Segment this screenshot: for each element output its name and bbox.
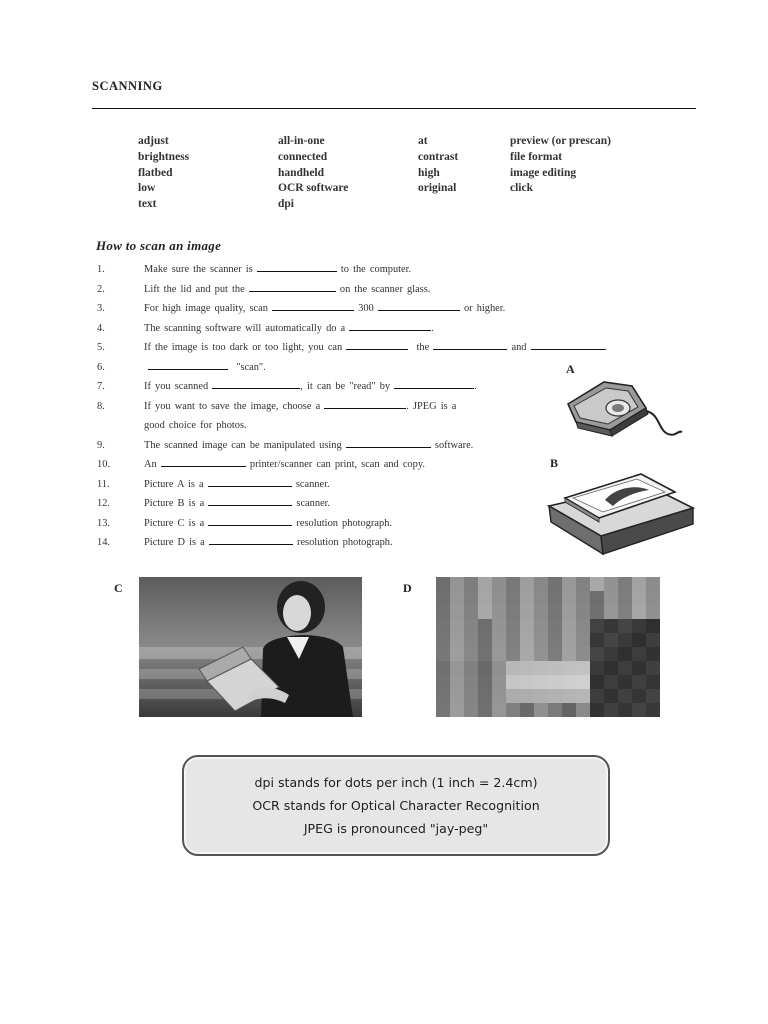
high-resolution-photo [139,577,362,717]
note-line: JPEG is pronounced "jay-peg" [303,820,489,836]
answer-blank[interactable] [346,438,431,448]
item-text: Picture D is a [144,537,209,548]
answer-blank[interactable] [249,282,336,292]
answer-blank[interactable] [148,360,228,370]
item-text: Picture B is a [144,498,209,509]
item-text: to the computer. [340,264,412,275]
item-text: and [511,342,531,353]
item-text: , it can be "read" by [300,381,395,392]
item-number: 11. [97,479,110,490]
word-bank-item: adjust [138,135,169,147]
answer-blank[interactable] [531,340,605,350]
exercise-item-4 [0,320,768,337]
item-text: "scan". [236,362,266,373]
word-bank-item: connected [278,150,328,163]
item-number: 10. [97,459,110,470]
item-text: scanner. [296,498,331,509]
answer-blank[interactable] [272,301,354,311]
item-number: 1. [97,264,105,275]
answer-blank[interactable] [378,301,460,311]
note-line: OCR stands for Optical Character Recognition [252,797,540,813]
answer-blank[interactable] [433,340,507,350]
answer-blank[interactable] [212,379,300,389]
answer-blank[interactable] [208,496,292,506]
exercise-item-2 [0,281,768,298]
answer-blank[interactable] [208,516,292,526]
title-rule [92,108,696,109]
item-text: printer/scanner can print, scan and copy. [249,459,425,470]
item-text: The scanning software will automatically do a [144,323,350,334]
item-text: scanner. [295,479,330,490]
word-bank-item: brightness [138,150,190,163]
item-number: 2. [97,284,105,295]
word-bank-item: OCR software [278,182,349,195]
item-number: 3. [97,303,105,314]
word-bank-item: flatbed [138,166,173,179]
low-resolution-photo [436,577,660,717]
item-text: Lift the lid and put the [144,284,249,295]
item-text: If the image is too dark or too light, you can [144,342,347,353]
item-text: resolution photograph. [296,537,393,548]
page-title: SCANNING [92,79,163,93]
answer-blank[interactable] [208,477,292,487]
item-number: 5. [97,342,105,353]
exercise-item-3 [0,300,768,317]
item-number: 14. [97,537,110,548]
word-bank-item: file format [510,150,563,163]
picture-d-label: D [403,581,412,595]
section-heading: How to scan an image [96,238,222,253]
exercise-item-1 [0,261,768,278]
handheld-scanner-illustration [562,374,686,446]
word-bank-item: at [418,135,428,147]
item-number: 6. [97,362,105,373]
word-bank-item: handheld [278,166,325,179]
word-bank [138,134,658,214]
flatbed-scanner-illustration [545,470,695,558]
item-number: 13. [97,518,110,529]
word-bank-item: contrast [418,150,459,163]
answer-blank[interactable] [161,457,246,467]
answer-blank[interactable] [257,262,337,272]
item-text: If you scanned [144,381,213,392]
item-text: . [604,342,608,353]
exercise-item-5 [0,339,768,356]
word-bank-item: low [138,182,156,195]
item-text: good choice for photos. [144,420,247,431]
word-bank-item: dpi [278,198,294,211]
item-text: If you want to save the image, choose a [144,401,325,412]
item-number: 12. [97,498,110,509]
item-text: Make sure the scanner is [144,264,257,275]
word-bank-item: preview (or prescan) [510,135,611,147]
item-number: 8. [97,401,105,412]
item-text: resolution photograph. [296,518,392,529]
word-bank-item: image editing [510,166,577,179]
item-text: the [416,342,434,353]
item-text: . [474,381,477,392]
word-bank-item: text [138,198,157,211]
word-bank-item: original [418,182,457,195]
item-text: 300 [358,303,378,314]
picture-a-label: A [566,362,575,376]
item-text: software. [434,440,474,451]
picture-b-label: B [550,456,559,470]
answer-blank[interactable] [209,535,293,545]
item-text: . [431,323,434,334]
item-text: Picture C is a [144,518,209,529]
item-text: An [144,459,161,470]
answer-blank[interactable] [394,379,474,389]
word-bank-item: all-in-one [278,135,325,147]
answer-blank[interactable] [349,321,431,331]
item-text: or higher. [463,303,506,314]
word-bank-item: high [418,166,440,179]
picture-c-label: C [114,581,123,595]
item-text: The scanned image can be manipulated using [144,440,346,451]
item-text: on the scanner glass. [339,284,431,295]
answer-blank[interactable] [346,340,408,350]
item-number: 4. [97,323,105,334]
answer-blank[interactable] [324,399,406,409]
word-bank-item: click [510,182,533,195]
item-number: 7. [97,381,105,392]
item-text: . JPEG is a [406,401,457,412]
info-note-box [182,755,610,856]
note-line: dpi stands for dots per inch (1 inch = 2.4cm) [254,774,538,790]
item-text: Picture A is a [144,479,208,490]
item-number: 9. [97,440,105,451]
item-text: For high image quality, scan [144,303,273,314]
